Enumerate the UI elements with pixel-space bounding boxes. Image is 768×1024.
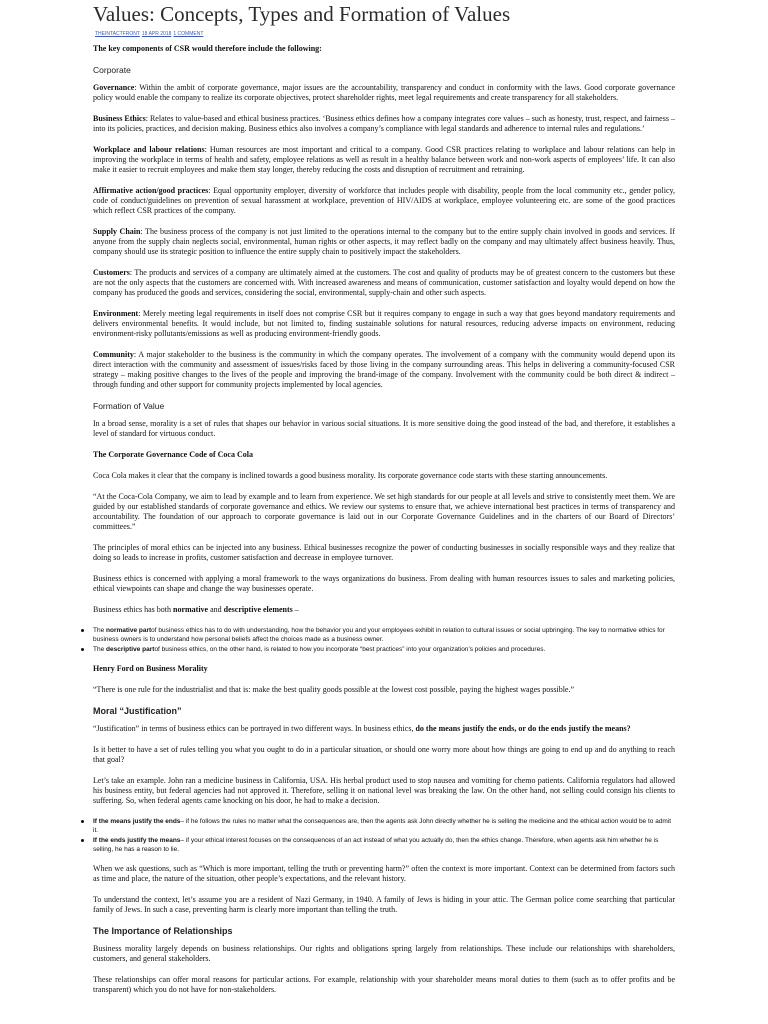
corporate-item: Governance: Within the ambit of corporate governance, major issues are the accountability, transparency and conduct in conformity with the laws. Good corporate governance policy would enable the company to realize its corporate objectives, protect shareholder rights, meet legal requirements and create transparency for all stakeholders. <box>93 83 675 102</box>
paragraph: To understand the context, let’s assume you are a resident of Nazi Germany, in 1940. A family of Jews is hiding in your attic. The German police come searching that particular family of Jews. In such a case, preventing harm is clearly more important than telling the truth. <box>93 895 675 914</box>
list-item: If the ends justify the means– if your ethical interest focuses on the consequences of an act instead of what you actually do, then the ethics change. Therefore, when agents ask him whether he is selling, he has a reason to lie. <box>93 836 675 854</box>
paragraph: Business ethics is concerned with applying a moral framework to the ways organizations do business. From dealing with human resources issues to sales and marketing policies, ethical viewpoints can shape and change the way businesses operate. <box>93 574 675 593</box>
formation-paragraph: In a broad sense, morality is a set of rules that shapes our behavior in various social situations. It is more sensitive doing the good instead of the bad, and therefore, it establishes a level of standard for virtuous conduct. <box>93 419 675 438</box>
elements-intro: Business ethics has both normative and descriptive elements – <box>93 605 299 614</box>
paragraph: When we ask questions, such as “Which is more important, telling the truth or preventing harm?” often the context is more important. Context can be determined from factors such as time and place, the nature of the situation, other people’s expectations, and the relevant history. <box>93 864 675 883</box>
coca-cola-heading: The Corporate Governance Code of Coca Cola <box>93 450 253 459</box>
intro-paragraph: The key components of CSR would therefore include the following: <box>93 44 322 53</box>
corporate-item: Customers: The products and services of a company are ultimately aimed at the customers. The cost and quality of products may be of greatest concern to the customers but these are not the only aspects that the customers are concerned with. With increased awareness and means of communication, customer satisfaction and loyalty would depend on how the company has produced the goods and services, considering the social, environmental, supply-chain and other such aspects. <box>93 268 675 297</box>
paragraph: Business morality largely depends on business relationships. Our rights and obligations spring largely from relationships. These include our relationships with shareholders, customers, and general stakeholders. <box>93 944 675 963</box>
list-item: If the means justify the ends– if he follows the rules no matter what the consequences are, then the agents ask John directly whether he is selling the medicine and the ethical action would be to admit it. <box>93 817 675 835</box>
corporate-item: Supply Chain: The business process of the company is not just limited to the operations internal to the company but to the entire supply chain involved in goods and services. If anyone from the supply chain neglects social, environmental, human rights or other aspects, it may reflect badly on the company and may ultimately affect business heavily. Thus, company should use its strategic position to influence the entire supply chain to positively impact the stakeholders. <box>93 227 675 256</box>
list-item: The normative partof business ethics has to do with understanding, how the behavior you and your employees exhibit in relation to cultural issues or social upbringing. The key to normative ethics for business owners is to understand how personal beliefs affect the choices made as a business owner. <box>93 626 675 644</box>
paragraph: “Justification” in terms of business ethics can be portrayed in two different ways. In business ethics, do the means justify the ends, or do the ends justify the means? <box>93 724 631 733</box>
section-heading-moral: Moral “Justification” <box>93 706 182 716</box>
corporate-item: Business Ethics: Relates to value-based and ethical business practices. ‘Business ethics defines how a company integrates core values – such as honesty, trust, respect, and fairness – into its policies, practices, and decision making. Business ethics also involves a company’s compliance with legal standards and adherence to internal rules and regulations.’ <box>93 114 675 133</box>
corporate-item: Environment: Merely meeting legal requirements in itself does not comprise CSR but it requires company to engage in such a way that goes beyond mandatory requirements and delivers environmental benefits. It would include, but not limited to, finding sustainable solutions for natural resources, reducing adverse impacts on environment, reducing environment-risky pollutants/emissions as well as producing environment-friendly goods. <box>93 309 675 338</box>
article-body <box>93 44 675 1006</box>
quote-paragraph: “At the Coca-Cola Company, we aim to lead by example and to learn from experience. We set high standards for our people at all levels and strive to consistently meet them. We are guided by our established standards of corporate governance and ethics. We review our systems to ensure that, we achieve international best practices in terms of transparency and accountability. The foundation of our approach to corporate governance is laid out in our Corporate Governance Guidelines and in the charters of our Board of Directors’ committees.” <box>93 492 675 531</box>
paragraph: These relationships can offer moral reasons for particular actions. For example, relationship with your shareholder means moral duties to them (such as to offer profits and be transparent) which you do not have for non-stakeholders. <box>93 975 675 994</box>
paragraph: The principles of moral ethics can be injected into any business. Ethical businesses recognize the power of conducting businesses in socially responsible ways and they realize that doing so leads to increase in profits, customer satisfaction and decrease in employee turnover. <box>93 543 675 562</box>
section-heading-corporate: Corporate <box>93 65 131 75</box>
page-title: Values: Concepts, Types and Formation of Values <box>93 2 511 26</box>
corporate-item: Workplace and labour relations: Human resources are most important and critical to a company. Good CSR practices relating to workplace and labour relations can help in improving the workplace in terms of health and safety, employee relations as well as result in a healthy balance between work and non-work aspects of employees’ life. It can also make it easier to recruit employees and make them stay longer, thereby reducing the costs and disruption of recruitment and retraining. <box>93 145 675 174</box>
corporate-item: Affirmative action/good practices: Equal opportunity employer, diversity of workforce that includes people with disability, people from the local community etc., gender policy, code of conduct/guidelines on prevention of sexual harassment at workplace, prevention of HIV/AIDS at workplace, employee volunteering etc. are some of the good practices which reflect CSR practices of the company. <box>93 186 675 215</box>
ford-heading: Henry Ford on Business Morality <box>93 664 208 673</box>
post-meta <box>95 31 205 38</box>
comments-link[interactable]: 1 COMMENT <box>173 31 204 37</box>
ford-quote: “There is one rule for the industrialist and that is: make the best quality goods possible at the lowest cost possible, paying the highest wages possible.” <box>93 685 575 694</box>
corporate-item: Community: A major stakeholder to the business is the community in which the company operates. The involvement of a company with the community would depend upon its direct interaction with the community and assessment of issues/risks faced by those living in the company surrounding areas. This helps in delivering a community-focused CSR strategy – making positive changes to the lives of the people and improving the brand-image of the company. Involvement with the community could be both direct & indirect – through funding and other support for community projects implemented by local agencies. <box>93 350 675 389</box>
author-link[interactable]: THEINTACTFRONT <box>95 31 140 37</box>
paragraph: Is it better to have a set of rules telling you what you ought to do in a particular situation, or should one worry more about how things are going to end up and do anything to reach that goal? <box>93 745 675 764</box>
section-heading-formation: Formation of Value <box>93 401 165 411</box>
paragraph: Let’s take an example. John ran a medicine business in California, USA. His herbal product used to stop nausea and vomiting for chemo patients. California regulators had allowed his business entity, but federal agencies had not approved it. Therefore, selling it on national level was breaking the law. On the other hand, not selling could consign his clients to suffering. So, when federal agents came knocking on his door, he had to make a decision. <box>93 776 675 805</box>
means-list <box>93 817 675 854</box>
paragraph: Coca Cola makes it clear that the company is inclined towards a good business morality. Its corporate governance code starts with these starting announcements. <box>93 471 608 480</box>
elements-list <box>93 626 675 654</box>
section-heading-relationships: The Importance of Relationships <box>93 926 233 936</box>
date-link[interactable]: 18 APR 2018 <box>141 31 172 37</box>
list-item: The descriptive partof business ethics, on the other hand, is related to how you incorporate “best practices” into your organization’s policies and procedures. <box>93 645 675 654</box>
